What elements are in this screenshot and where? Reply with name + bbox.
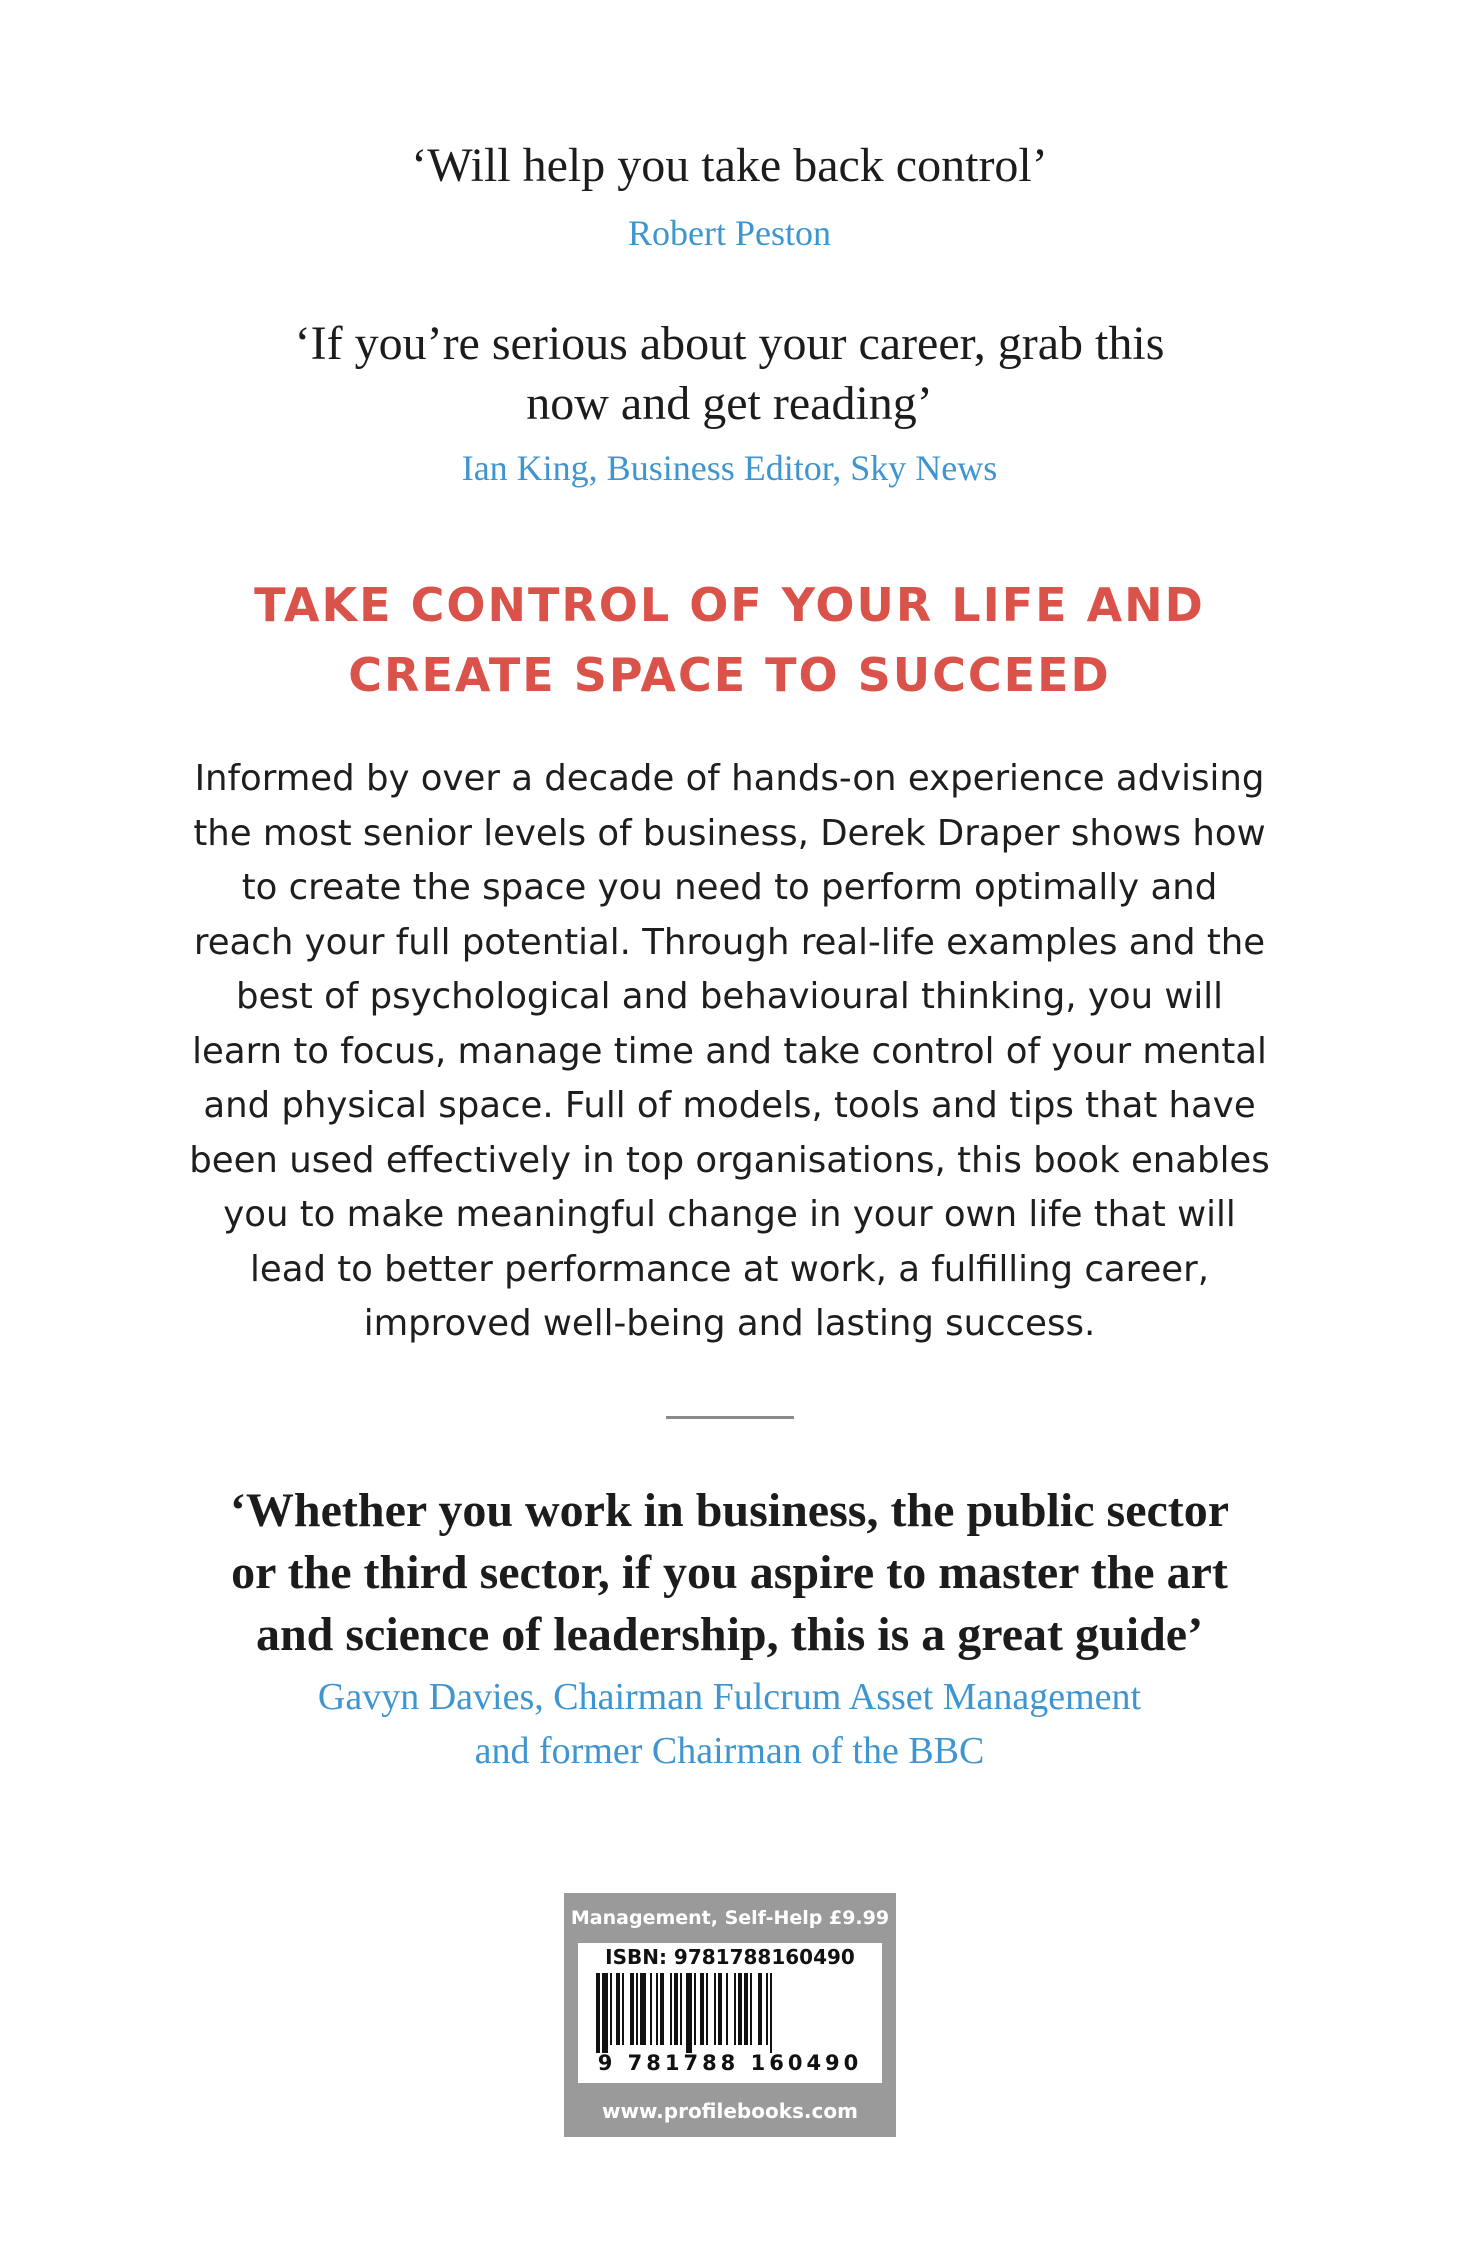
barcode-stripe	[718, 1973, 722, 2045]
barcode-stripe	[726, 1973, 728, 2045]
barcode-stripe	[694, 1973, 696, 2045]
quote-3-attribution-line-2: and former Chairman of the BBC	[474, 1730, 985, 1772]
barcode-stripe	[660, 1973, 664, 2045]
headline-line-2: CREATE SPACE TO SUCCEED	[348, 648, 1111, 702]
blurb-line: improved well-being and lasting success.	[363, 1303, 1096, 1344]
quote-2-attribution: Ian King, Business Editor, Sky News	[461, 448, 998, 488]
barcode-stripe	[640, 1973, 646, 2045]
barcode-stripe	[734, 1973, 736, 2045]
blurb-line: and physical space. Full of models, tools and tips that have	[203, 1085, 1256, 1126]
blurb-line: lead to better performance at work, a fulfilling career,	[249, 1248, 1210, 1290]
barcode-stripe	[766, 1973, 768, 2045]
barcode-stripe	[670, 1973, 672, 2045]
blurb-line: learn to focus, manage time and take control of your mental	[192, 1030, 1267, 1072]
quote-3-line-3: and science of leadership, this is a great guide’	[255, 1608, 1204, 1661]
website-label: www.profilebooks.com	[602, 2099, 858, 2123]
headline-line-1: TAKE CONTROL OF YOUR LIFE AND	[254, 578, 1205, 632]
barcode-stripe	[636, 1973, 638, 2045]
barcode-stripe	[650, 1973, 652, 2045]
blurb-line: Informed by over a decade of hands-on experience advising	[194, 758, 1265, 799]
blurb-line: best of psychological and behavioural thinking, you will	[236, 976, 1223, 1017]
barcode-panel	[564, 1893, 896, 2137]
isbn-digits: 9 781788 160490	[597, 2051, 863, 2075]
barcode-stripe	[674, 1973, 678, 2045]
category-price-label: Management, Self-Help £9.99	[570, 1907, 890, 1929]
barcode-stripe	[680, 1973, 682, 2045]
blurb-line: the most senior levels of business, Derek Draper shows how	[193, 812, 1266, 854]
barcode-stripe	[622, 1973, 624, 2045]
quote-3-attribution-line-1: Gavyn Davies, Chairman Fulcrum Asset Management	[317, 1676, 1142, 1718]
barcode-stripe	[706, 1973, 708, 2045]
quote-2-line-2: now and get reading’	[526, 377, 933, 430]
section-divider	[666, 1416, 794, 1419]
barcode-stripe	[714, 1973, 716, 2045]
barcode-stripe	[700, 1973, 704, 2045]
quote-3-line-2: or the third sector, if you aspire to master the art	[231, 1546, 1228, 1599]
blurb-line: reach your full potential. Through real-life examples and the	[193, 921, 1266, 963]
barcode-stripe	[770, 1973, 772, 2053]
barcode-stripe	[602, 1973, 608, 2053]
barcode-stripe	[758, 1973, 762, 2045]
barcode-stripe	[750, 1973, 752, 2045]
barcode-stripe	[656, 1973, 658, 2045]
blurb-paragraph	[0, 752, 1459, 1352]
barcode-stripe	[738, 1973, 742, 2045]
quote-2-line-1: ‘If you’re serious about your career, grab this	[294, 317, 1165, 370]
barcode-stripe	[610, 1973, 612, 2045]
blurb-line: been used effectively in top organisations, this book enables	[189, 1139, 1270, 1181]
blurb-line: to create the space you need to perform optimally and	[241, 867, 1218, 908]
barcode-area	[578, 1943, 882, 2083]
barcode-stripe	[616, 1973, 620, 2045]
barcode-icon	[578, 1973, 882, 2053]
barcode-stripe	[686, 1973, 692, 2053]
quote-1-text: ‘Will help you take back control’	[411, 139, 1048, 192]
quote-3-line-1: ‘Whether you work in business, the public sector	[229, 1484, 1230, 1537]
quote-1-attribution: Robert Peston	[628, 213, 831, 253]
isbn-label: ISBN: 9781788160490	[605, 1945, 855, 1969]
barcode-stripe	[596, 1973, 600, 2053]
barcode-stripe	[630, 1973, 634, 2045]
blurb-line: you to make meaningful change in your own life that will	[223, 1194, 1236, 1235]
barcode-stripe	[744, 1973, 748, 2045]
